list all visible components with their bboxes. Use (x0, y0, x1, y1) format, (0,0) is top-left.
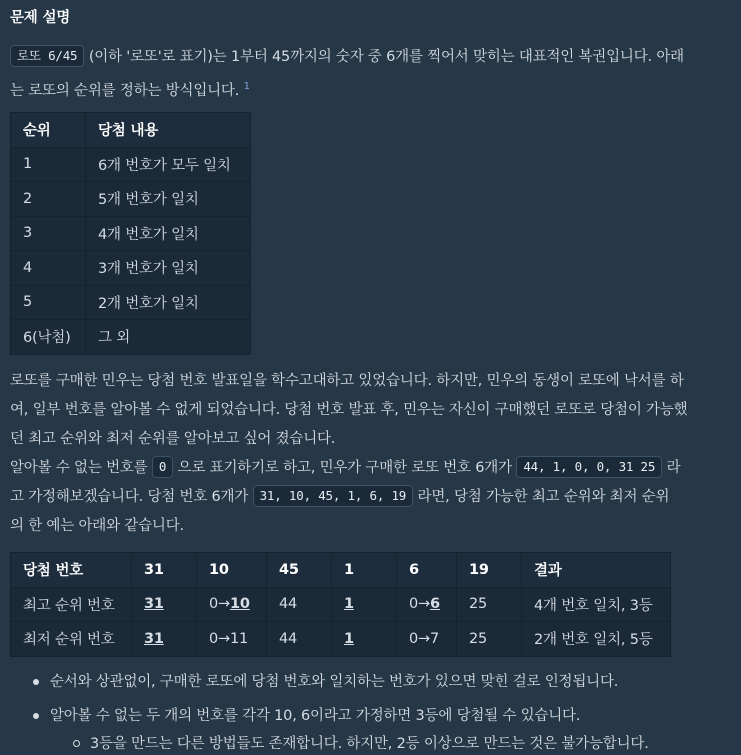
matched-number: 6 (429, 596, 440, 613)
intro-text-1: (이하 '로또'로 표기)는 1부터 45까지의 숫자 중 6개를 찍어서 맞히는 대표적인 복권입니다. 아래 (88, 49, 684, 65)
list-item: 3등을 만드는 다른 방법들도 존재합니다. 하지만, 2등 이상으로 만드는 것은 불가능합니다. (50, 730, 730, 755)
table-row (11, 147, 251, 182)
table-row (11, 216, 251, 251)
header-cell: 19 (457, 553, 522, 588)
table-row-best (11, 587, 671, 622)
list-item (10, 702, 730, 755)
header-cell: 45 (267, 553, 332, 588)
table-header-row (11, 113, 251, 148)
code-lottos: 44, 1, 0, 0, 31 25 (516, 456, 662, 478)
cell-text: 0→11 (197, 622, 267, 657)
story-line: 로또를 구매한 민우는 당첨 번호 발표일을 학수고대하고 있었습니다. 하지만, 민우의 동생이 로또에 낙서를 하 (10, 373, 684, 389)
cell-text: 44 (267, 622, 332, 657)
matched-number: 31 (144, 630, 164, 647)
prize-cell: 5개 번호가 일치 (86, 182, 251, 217)
row-label: 최저 순위 번호 (11, 622, 132, 657)
rank-cell: 2 (11, 182, 86, 217)
matched-number: 31 (144, 596, 164, 613)
sub-list (50, 730, 730, 755)
story-text: 라면, 당첨 가능한 최고 순위와 최저 순위 (417, 489, 670, 505)
result-cell: 2개 번호 일치, 5등 (522, 622, 671, 657)
matched-number: 10 (229, 596, 250, 613)
result-cell: 4개 번호 일치, 3등 (522, 587, 671, 622)
cell-text: 0→ (409, 596, 430, 613)
cell-text: 0→ (209, 596, 230, 613)
cell-text: 25 (457, 622, 522, 657)
section-title: 문제 설명 (10, 10, 71, 26)
cell-text: 44 (267, 587, 332, 622)
story-text: 고 가정해보겠습니다. 당첨 번호 6개가 (10, 489, 249, 505)
story-line: 던 최고 순위와 최저 순위를 알아보고 싶어 졌습니다. (10, 431, 336, 447)
table-row (11, 182, 251, 217)
table-row (11, 285, 251, 320)
code-win-nums: 31, 10, 45, 1, 6, 19 (253, 485, 414, 507)
rank-cell: 1 (11, 147, 86, 182)
matched-number: 1 (344, 596, 354, 613)
header-cell: 1 (332, 553, 397, 588)
matched-number: 1 (344, 630, 354, 647)
table-header-row (11, 553, 671, 588)
list-item-text: 알아볼 수 없는 두 개의 번호를 각각 10, 6이라고 가정하면 3등에 당첨될 수 있습니다. (50, 708, 581, 724)
intro-code: 로또 6/45 (10, 45, 84, 67)
prize-cell: 4개 번호가 일치 (86, 216, 251, 251)
header-rank: 순위 (11, 113, 86, 148)
header-cell: 31 (132, 553, 197, 588)
table-row (11, 320, 251, 355)
header-cell: 10 (197, 553, 267, 588)
rank-cell: 4 (11, 251, 86, 286)
story-paragraph (10, 367, 735, 541)
story-text: 알아볼 수 없는 번호를 (10, 460, 148, 476)
table-row-worst (11, 622, 671, 657)
story-text: 라 (666, 460, 681, 476)
header-cell: 6 (397, 553, 457, 588)
example-table (10, 552, 671, 657)
rank-table (10, 112, 251, 355)
story-line: 의 한 예는 아래와 같습니다. (10, 518, 184, 534)
header-cell: 결과 (522, 553, 671, 588)
prize-cell: 그 외 (86, 320, 251, 355)
footnote-link[interactable]: 1 (243, 81, 250, 92)
rank-cell: 5 (11, 285, 86, 320)
rank-cell: 3 (11, 216, 86, 251)
notes-list (10, 668, 730, 755)
list-item: 순서와 상관없이, 구매한 로또에 당첨 번호와 일치하는 번호가 있으면 맞힌 걸로 인정됩니다. (10, 668, 730, 696)
prize-cell: 3개 번호가 일치 (86, 251, 251, 286)
header-cell: 당첨 번호 (11, 553, 132, 588)
code-zero: 0 (152, 456, 173, 478)
table-row (11, 251, 251, 286)
story-line: 여, 일부 번호를 알아볼 수 없게 되었습니다. 당첨 번호 발표 후, 민우는 자신이 구매했던 로또로 당첨이 가능했 (10, 402, 688, 418)
cell-text: 0→7 (397, 622, 457, 657)
cell-text: 25 (457, 587, 522, 622)
intro-text-2: 는 로또의 순위를 정하는 방식입니다. (10, 83, 240, 99)
row-label: 최고 순위 번호 (11, 587, 132, 622)
header-prize: 당첨 내용 (86, 113, 251, 148)
rank-cell: 6(낙첨) (11, 320, 86, 355)
prize-cell: 2개 번호가 일치 (86, 285, 251, 320)
story-text: 으로 표기하기로 하고, 민우가 구매한 로또 번호 6개가 (177, 460, 512, 476)
intro-paragraph (10, 43, 735, 106)
prize-cell: 6개 번호가 모두 일치 (86, 147, 251, 182)
